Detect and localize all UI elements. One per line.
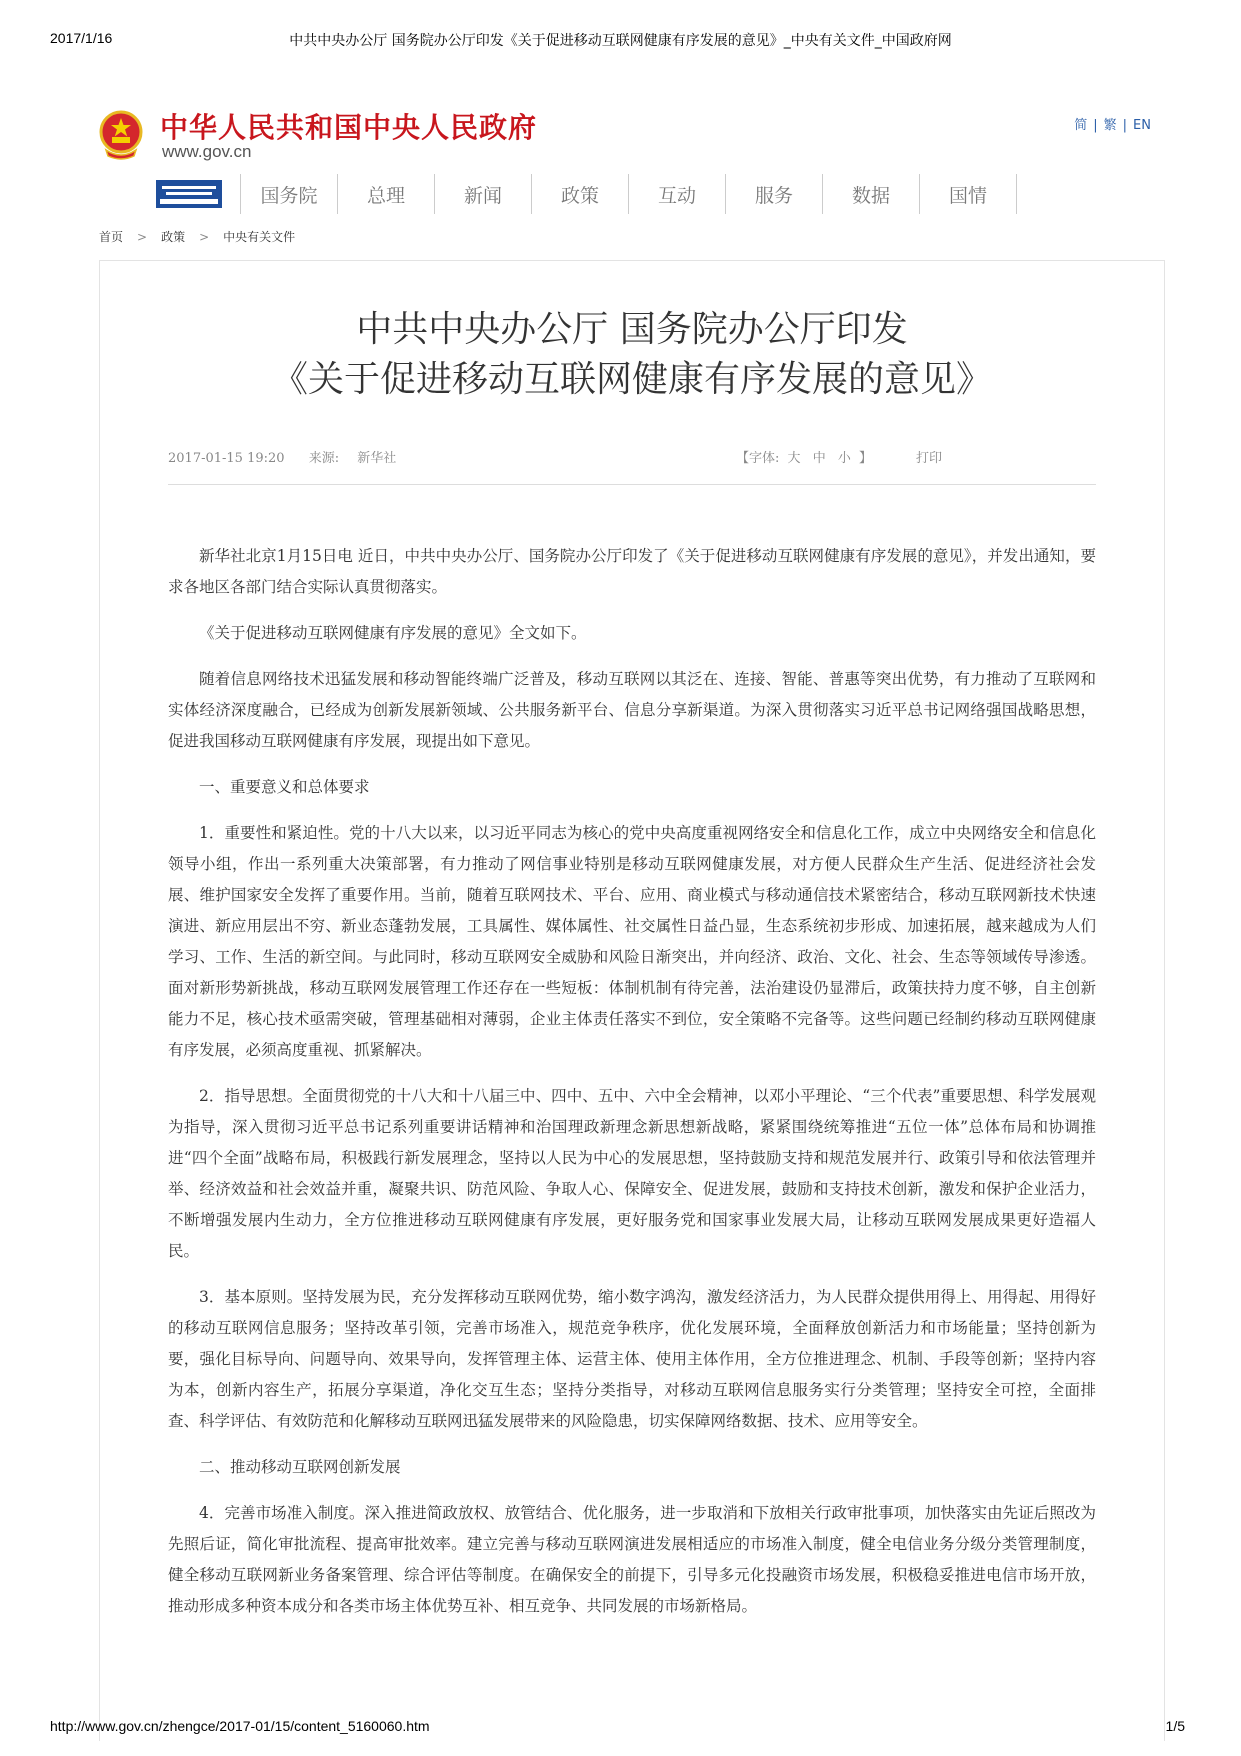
breadcrumb-policy[interactable]: 政策 (161, 230, 186, 244)
chevron-right-icon: > (199, 230, 210, 244)
paragraph: 1．重要性和紧迫性。党的十八大以来，以习近平同志为核心的党中央高度重视网络安全和信息化工作，成立中央网络安全和信息化领导小组，作出一系列重大决策部署，有力推动了网信事业特别是移动互联网健康发展，对方便人民群众生产生活、促进经济社会发展、维护国家安全发挥了重要作用。当前，随着互联网技术、平台、应用、商业模式与移动通信技术紧密结合，移动互联网新技术快速演进、新应用层出不穷、新业态蓬勃发展，工具属性、媒体属性、社交属性日益凸显，生态系统初步形成、加速拓展，越来越成为人们学习、工作、生活的新空间。与此同时，移动互联网安全威胁和风险日渐突出，并向经济、政治、文化、社会、生态等领域传导渗透。面对新形势新挑战，移动互联网发展管理工作还存在一些短板：体制机制有待完善，法治建设仍显滞后，政策扶持力度不够，自主创新能力不足，核心技术亟需突破，管理基础相对薄弱，企业主体责任落实不到位，安全策略不完备等。这些问题已经制约移动互联网健康有序发展，必须高度重视、抓紧解决。 (168, 824, 1096, 1059)
paragraph: 3．基本原则。坚持发展为民，充分发挥移动互联网优势，缩小数字鸿沟，激发经济活力，为人民群众提供用得上、用得起、用得好的移动互联网信息服务；坚持改革引领，完善市场准入，规范竞争秩序，优化发展环境，全面释放创新活力和市场能量；坚持创新为要，强化目标导向、问题导向、效果导向，发挥管理主体、运营主体、使用主体作用，全方位推进理念、机制、手段等创新；坚持内容为本，创新内容生产，拓展分享渠道，净化交互生态；坚持分类指导，对移动互联网信息服务实行分类管理；坚持安全可控，全面排查、科学评估、有效防范和化解移动互联网迅猛发展带来的风险隐患，切实保障网络数据、技术、应用等安全。 (168, 1288, 1096, 1430)
print-footer (0, 1718, 1241, 1742)
nav-item-policy[interactable]: 政策 (560, 184, 599, 207)
breadcrumb-central-documents[interactable]: 中央有关文件 (223, 230, 296, 244)
print-link[interactable]: 打印 (916, 451, 943, 466)
divider (168, 484, 1096, 485)
main-nav (156, 174, 1017, 214)
national-emblem-icon[interactable] (98, 110, 144, 160)
chevron-right-icon: > (137, 230, 148, 244)
paragraph: 2．指导思想。全面贯彻党的十八大和十八届三中、四中、五中、六中全会精神，以邓小平理论、“三个代表”重要思想、科学发展观为指导，深入贯彻习近平总书记系列重要讲话精神和治国理政新理念新思想新战略，紧紧围绕统筹推进“五位一体”总体布局和协调推进“四个全面”战略布局，积极践行新发展理念，坚持以人民为中心的发展思想，坚持鼓励支持和规范发展并行、政策引导和依法管理并举、经济效益和社会效益并重，凝聚共识、防范风险、争取人心、保障安全、促进发展，鼓励和支持技术创新，激发和保护企业活力，不断增强发展内生动力，全方位推进移动互联网健康有序发展，更好服务党和国家事业发展大局，让移动互联网发展成果更好造福人民。 (168, 1087, 1096, 1260)
font-size-large[interactable]: 大 (787, 451, 801, 466)
font-size-control (736, 447, 872, 466)
nav-item-data[interactable]: 数据 (851, 184, 890, 207)
print-date: 2017/1/16 (50, 30, 113, 46)
tiananmen-icon[interactable] (156, 180, 222, 208)
nav-divider (1016, 174, 1017, 214)
lang-english[interactable]: EN (1133, 118, 1151, 133)
publish-date: 2017-01-15 19:20 (168, 451, 285, 466)
font-size-medium[interactable]: 中 (812, 451, 826, 466)
article-container (99, 260, 1165, 1741)
paragraph: 新华社北京1月15日电 近日，中共中央办公厅、国务院办公厅印发了《关于促进移动互联网健康有序发展的意见》，并发出通知，要求各地区各部门结合实际认真贯彻落实。 (168, 547, 1096, 596)
paragraph: 随着信息网络技术迅猛发展和移动智能终端广泛普及，移动互联网以其泛在、连接、智能、普惠等突出优势，有力推动了互联网和实体经济深度融合，已经成为创新发展新领域、公共服务新平台、信息分享新渠道。为深入贯彻落实习近平总书记网络强国战略思想，促进我国移动互联网健康有序发展，现提出如下意见。 (168, 670, 1096, 750)
nav-item-premier[interactable]: 总理 (366, 184, 405, 207)
site-name[interactable]: 中华人民共和国中央人民政府 (160, 111, 538, 144)
paragraph: 《关于促进移动互联网健康有序发展的意见》全文如下。 (199, 624, 587, 642)
nav-item-interaction[interactable]: 互动 (657, 184, 696, 207)
article-title (100, 305, 1164, 405)
article-title-line2: 《关于促进移动互联网健康有序发展的意见》 (271, 359, 992, 400)
lang-traditional[interactable]: 繁 (1103, 118, 1117, 133)
section-heading: 一、重要意义和总体要求 (199, 778, 370, 796)
print-header (0, 30, 1241, 54)
article-title-line1: 中共中央办公厅 国务院办公厅印发 (356, 309, 908, 350)
lang-separator: | (1093, 118, 1098, 133)
nav-item-national-info[interactable]: 国情 (948, 184, 987, 207)
article-meta (168, 447, 1096, 466)
print-url: http://www.gov.cn/zhengce/2017-01/15/content_5160060.htm (50, 1718, 430, 1734)
section-heading: 二、推动移动互联网创新发展 (199, 1458, 401, 1476)
site-domain[interactable]: www.gov.cn (162, 142, 252, 161)
source-label: 来源: (308, 451, 340, 466)
lang-simplified[interactable]: 简 (1074, 118, 1088, 133)
breadcrumb (99, 228, 295, 245)
nav-item-news[interactable]: 新闻 (463, 184, 502, 207)
lang-separator: | (1122, 118, 1128, 133)
article-body (168, 541, 1096, 1637)
font-size-close: 】 (859, 451, 873, 466)
source-name: 新华社 (357, 451, 397, 466)
font-size-label: 【字体: (736, 451, 780, 466)
paragraph: 4．完善市场准入制度。深入推进简政放权、放管结合、优化服务，进一步取消和下放相关行政审批事项，加快落实由先证后照改为先照后证，简化审批流程、提高审批效率。建立完善与移动互联网演进发展相适应的市场准入制度，健全电信业务分级分类管理制度，健全移动互联网新业务备案管理、综合评估等制度。在确保安全的前提下，引导多元化投融资市场发展，积极稳妥推进电信市场开放，推动形成多种资本成分和各类市场主体优势互补、相互竞争、共同发展的市场新格局。 (168, 1504, 1096, 1615)
print-page-title: 中共中央办公厅 国务院办公厅印发《关于促进移动互联网健康有序发展的意见》_中央有关文件_中国政府网 (289, 33, 952, 49)
nav-item-state-council[interactable]: 国务院 (260, 184, 318, 207)
language-switch (1074, 114, 1151, 133)
breadcrumb-home[interactable]: 首页 (99, 230, 124, 244)
font-size-small[interactable]: 小 (837, 451, 851, 466)
nav-item-services[interactable]: 服务 (754, 184, 793, 207)
page-number: 1/5 (1165, 1718, 1185, 1734)
